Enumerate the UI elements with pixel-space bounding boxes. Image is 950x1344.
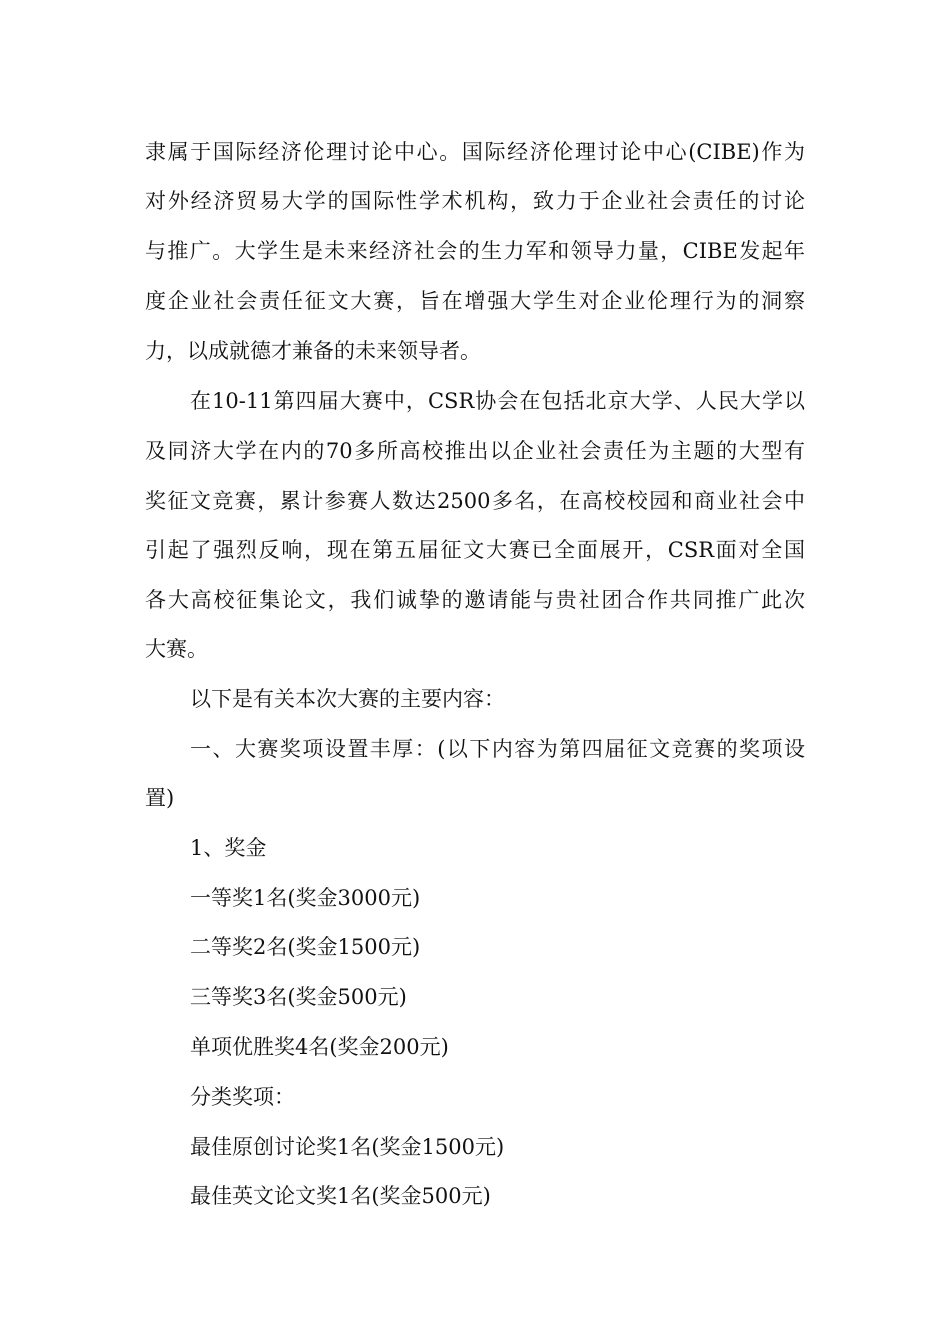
paragraph-2-line-1: 在10-11第四届大赛中，CSR协会在包括北京大学、人民大学以 bbox=[190, 389, 805, 413]
paragraph-1-line-5: 力，以成就德才兼备的未来领导者。 bbox=[145, 339, 481, 363]
award-heading: 1、奖金 bbox=[190, 836, 267, 860]
paragraph-2-line-3: 奖征文竞赛，累计参赛人数达2500多名，在高校校园和商业社会中 bbox=[145, 489, 805, 513]
paragraph-1-line-2: 对外经济贸易大学的国际性学术机构，致力于企业社会责任的讨论 bbox=[145, 189, 805, 213]
paragraph-1-line-4: 度企业社会责任征文大赛，旨在增强大学生对企业伦理行为的洞察 bbox=[145, 289, 805, 313]
intro-line: 以下是有关本次大赛的主要内容： bbox=[190, 687, 505, 711]
award-item: 一等奖1名(奖金3000元) bbox=[190, 886, 421, 910]
paragraph-1-line-1: 隶属于国际经济伦理讨论中心。国际经济伦理讨论中心(CIBE)作为 bbox=[145, 140, 805, 164]
paragraph-2-line-5: 各大高校征集论文，我们诚挚的邀请能与贵社团合作共同推广此次 bbox=[145, 588, 805, 612]
paragraph-2-line-6: 大赛。 bbox=[145, 637, 208, 661]
paragraph-2-line-2: 及同济大学在内的70多所高校推出以企业社会责任为主题的大型有 bbox=[145, 439, 805, 463]
paragraph-1-line-3: 与推广。大学生是未来经济社会的生力军和领导力量，CIBE发起年 bbox=[145, 239, 805, 263]
award-item: 二等奖2名(奖金1500元) bbox=[190, 935, 421, 959]
section-1-line-2: 置) bbox=[145, 786, 175, 810]
category-heading: 分类奖项： bbox=[190, 1085, 295, 1109]
category-award-item: 最佳英文论文奖1名(奖金500元) bbox=[190, 1184, 491, 1208]
award-item: 三等奖3名(奖金500元) bbox=[190, 985, 407, 1009]
paragraph-2-line-4: 引起了强烈反响，现在第五届征文大赛已全面展开，CSR面对全国 bbox=[145, 538, 805, 562]
category-award-item: 最佳原创讨论奖1名(奖金1500元) bbox=[190, 1135, 505, 1159]
award-item: 单项优胜奖4名(奖金200元) bbox=[190, 1035, 449, 1059]
section-1-line-1: 一、大赛奖项设置丰厚：(以下内容为第四届征文竞赛的奖项设 bbox=[190, 737, 805, 761]
